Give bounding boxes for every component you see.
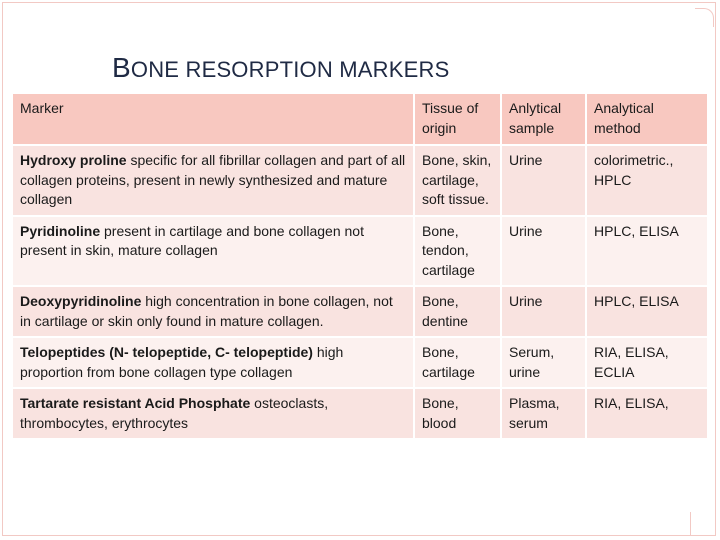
marker-cell: [12, 145, 414, 216]
table-row: [12, 337, 708, 388]
slide-border-line: [690, 512, 713, 536]
sample-cell: Urine: [501, 145, 586, 216]
sample-cell: Plasma, serum: [501, 388, 586, 439]
header-method: Analytical method: [586, 93, 708, 145]
marker-cell: [12, 337, 414, 388]
markers-table: [11, 92, 709, 440]
marker-name: Hydroxy proline: [20, 152, 127, 168]
marker-name: Telopeptides (N- telopeptide, C- telopeptide): [20, 344, 313, 360]
sample-cell: Serum, urine: [501, 337, 586, 388]
header-tissue: Tissue of origin: [414, 93, 501, 145]
sample-cell: Urine: [501, 216, 586, 287]
marker-desc: high concentration in bone collagen, not in cartilage or skin only found in mature collagen.: [20, 293, 393, 329]
title-rest: ONE RESORPTION MARKERS: [130, 57, 450, 82]
marker-name: Pyridinoline: [20, 222, 101, 239]
tissue-cell: Bone, dentine: [414, 286, 501, 337]
method-cell: HPLC, ELISA: [586, 286, 708, 337]
method-cell: RIA, ELISA, ECLIA: [586, 337, 708, 388]
sample-cell: Urine: [501, 286, 586, 337]
marker-desc: present in cartilage and bone collagen not present in skin, mature collagen: [20, 222, 364, 258]
tissue-cell: Bone, cartilage: [414, 337, 501, 388]
title-first-letter: B: [112, 52, 131, 83]
marker-cell: [12, 216, 414, 287]
header-marker: Marker: [12, 93, 414, 145]
method-cell: RIA, ELISA,: [586, 388, 708, 439]
table-row: [12, 286, 708, 337]
tissue-cell: Bone, tendon, cartilage: [414, 216, 501, 287]
table-header-row: [12, 93, 708, 145]
marker-cell: [12, 388, 414, 439]
tissue-cell: Bone, skin, cartilage, soft tissue.: [414, 145, 501, 216]
table-row: [12, 145, 708, 216]
slide-border-corner: [695, 8, 714, 27]
marker-name: Tartarate resistant Acid Phosphate: [20, 395, 251, 411]
method-cell: colorimetric., HPLC: [586, 145, 708, 216]
marker-desc: osteoclasts, thrombocytes, erythrocytes: [20, 395, 329, 431]
marker-desc: high proportion from bone collagen type collagen: [20, 344, 344, 380]
table-row: [12, 388, 708, 439]
slide-title: [112, 52, 449, 84]
marker-cell: [12, 286, 414, 337]
tissue-cell: Bone, blood: [414, 388, 501, 439]
marker-name: Deoxypyridinoline: [20, 293, 142, 309]
method-cell: HPLC, ELISA: [586, 216, 708, 287]
table-row: [12, 216, 708, 287]
header-sample: Anlytical sample: [501, 93, 586, 145]
marker-desc: specific for all fibrillar collagen and part of all collagen proteins, present in newly synthesized and mature collagen: [20, 152, 406, 207]
